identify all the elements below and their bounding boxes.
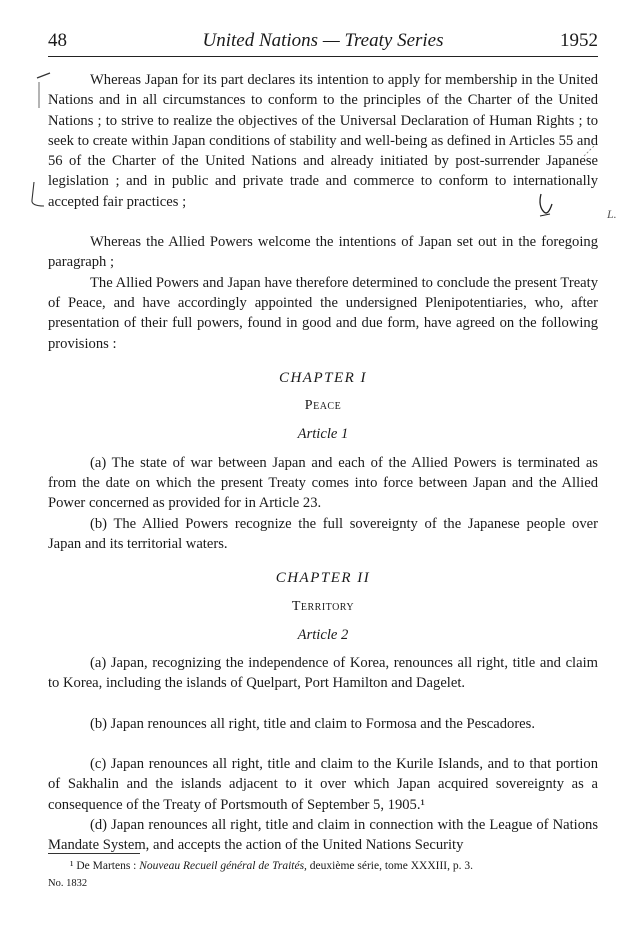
footnote-author: De Martens : <box>76 860 137 872</box>
document-body <box>48 70 598 856</box>
article-2-heading: Article 2 <box>297 626 349 643</box>
registration-number: No. 1832 <box>48 878 88 889</box>
pen-bracket-left-icon <box>22 180 52 210</box>
pen-tick-right-icon <box>582 142 600 162</box>
chapter-2-heading: CHAPTER II <box>275 570 371 587</box>
article-2-clause-b: (b) Japan renounces all right, title and claim to Formosa and the Pescadores. <box>90 715 535 732</box>
footnote-details: deuxième série, tome XXXIII, p. 3. <box>309 860 473 872</box>
article-2-clause-d: (d) Japan renounces all right, title and claim in connection with the League of Nations Mandate System, and accepts the action of the United Nations Security <box>48 816 598 854</box>
footnote-marker: ¹ <box>70 860 74 872</box>
chapter-2-title: Territory <box>291 598 355 614</box>
preamble-paragraph-3: The Allied Powers and Japan have therefore determined to conclude the present Treaty of Peace, and have accordingly appointed the undersigned Plenipotentiaries, who, after presentation of their full powers, found in good and due form, have agreed on the following provisions : <box>48 274 598 352</box>
running-header <box>48 30 598 57</box>
article-2-clause-c: (c) Japan renounces all right, title and claim to the Kurile Islands, and to that portion of Sakhalin and the islands adjacent to it over which Japan acquired sovereignty as a consequence of the Treaty of Portsmouth of September 5, 1905.¹ <box>48 756 598 813</box>
preamble-paragraph-2: Whereas the Allied Powers welcome the intentions of Japan set out in the foregoing paragraph ; <box>48 234 598 271</box>
footnote-work: Nouveau Recueil général de Traités, <box>139 860 307 872</box>
article-1-clause-b: (b) The Allied Powers recognize the full sovereignty of the Japanese people over Japan and its territorial waters. <box>48 515 598 552</box>
article-1-clause-a: (a) The state of war between Japan and each of the Allied Powers is terminated as from the date on which the present Treaty comes into force between Japan and the Allied Power concerned as provided for in Article 23. <box>48 454 598 512</box>
year: 1952 <box>560 30 598 51</box>
pen-mark-top-left-icon <box>34 70 54 110</box>
page-number: 48 <box>48 30 67 51</box>
chapter-1-heading: CHAPTER I <box>278 369 368 386</box>
pen-margin-note: L. <box>607 207 617 221</box>
chapter-1-title: Peace <box>304 398 342 414</box>
preamble-paragraph-1: Whereas Japan for its part declares its intention to apply for membership in the United Nations and in all circumstances to conform to the principles of the Charter of the United Nations ; to strive to realize the objectives of the Universal Declaration of Human Rights ; to seek to create within Japan conditions of stability and well-being as defined in Articles 55 and 56 of the Charter of the United Nations and already initiated by post-surrender Japanese legislation ; and in public and private trade and commerce to conform to internationally accepted fair practices ; <box>48 72 598 210</box>
running-title: United Nations — Treaty Series <box>202 30 444 51</box>
article-2-clause-a: (a) Japan, recognizing the independence of Korea, renounces all right, title and claim to Korea, including the islands of Quelpart, Port Hamilton and Dagelet. <box>48 655 598 692</box>
footnote <box>48 858 598 892</box>
pen-insertion-mark-icon <box>536 192 556 220</box>
footnote-rule <box>48 853 140 854</box>
article-1-heading: Article 1 <box>297 426 349 443</box>
